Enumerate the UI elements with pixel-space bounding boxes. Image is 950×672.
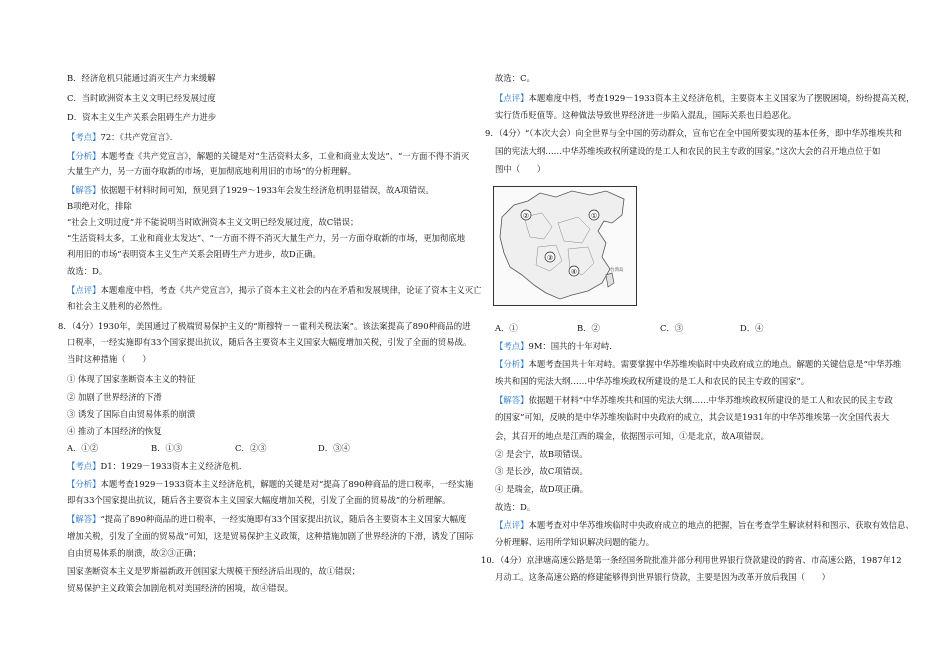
- q8-item-1: ① 体现了国家垄断资本主义的特征: [67, 374, 196, 384]
- china-map-svg: [494, 187, 636, 305]
- q8-item-2: ② 加剧了世界经济的下滑: [67, 392, 162, 402]
- q7-option-c: C．当时欧洲资本主义文明已经发展过度: [67, 93, 216, 103]
- q9-fenxi-cont: 埃共和国的宪法大纲……中华苏维埃政权所建设的是工人和农民的民主专政的国家”。: [495, 376, 810, 386]
- q8-jieda-3: 自由贸易体系的崩溃，故②③正确；: [67, 548, 201, 558]
- china-map-figure: [493, 186, 637, 306]
- q9-option-d: D．④: [740, 323, 764, 333]
- q7-fenxi-cont: 大量生产力，另一方面夺取新的市场，更加彻底地利用旧的市场”的分析理解。: [67, 166, 357, 176]
- q7-jieda-3: “社会上文明过度”并不能说明当时欧洲资本主义文明已经发展过度，故C错误；: [67, 217, 359, 227]
- q8-fenxi-cont: 即有33个国家提出抗议，随后各主要资本主义国家大幅度增加关税，引发了全面的贸易战”的分析理解。: [67, 495, 451, 505]
- q8-stem-3: 当时这种措施（ ）: [67, 354, 151, 364]
- q8-option-a: A．①②: [67, 443, 99, 453]
- q8-stem-2: 口税率，一经实施即有33个国家提出抗议，随后各主要资本主义国家大幅度增加关税，引发了全面的贸易战。: [67, 337, 472, 347]
- map-label-4: ④: [570, 268, 578, 276]
- q7-dianping-cont: 和社会主义胜利的必然性。: [67, 301, 168, 311]
- q8-item-3: ③ 诱发了国际自由贸易体系的崩溃: [67, 409, 196, 419]
- q8-jieda-4: 国家垄断资本主义是罗斯福新政开创国家大规模干预经济后出现的，故①错误；: [67, 566, 361, 576]
- q8-jieda-5: 贸易保护主义政策会加剧危机对美国经济的困境，故④错误。: [67, 583, 294, 593]
- q9-fenxi: 【分析】本题考查国共十年对峙。需要掌握中华苏维埃临时中央政府成立的地点。解题的关键信息是“中华苏维: [495, 359, 902, 369]
- q8-jieda: 【解答】“提高了890种商品的进口税率，一经实施即有33个国家提出抗议，随后各主要资本主义国家大幅度: [67, 514, 467, 524]
- q9-kaodian: 【考点】9M：国共的十年对峙．: [495, 341, 618, 351]
- q9-answer: 故选：D。: [495, 502, 536, 512]
- q9-stem-1: 9．（4分）“（本次大会）向全世界与全中国的劳动群众，宣布它在全中国所要实现的基本任务，即中华苏维埃共和: [485, 128, 902, 138]
- q9-jieda-5: ③ 是长沙，故C项错误。: [495, 466, 588, 476]
- map-label-3: ③: [546, 254, 554, 262]
- q9-dianping-cont: 分析理解、运用所学知识解决问题的能力。: [495, 537, 655, 547]
- q8-option-c: C．②③: [235, 443, 267, 453]
- q8-dianping: 【点评】本题难度中档，考查1929－1933资本主义经济危机，主要资本主义国家为了摆脱困境，纷纷提高关税，: [495, 93, 915, 103]
- q9-option-a: A．①: [495, 323, 518, 333]
- q7-jieda-2: B项绝对化，排除: [67, 201, 132, 211]
- q7-jieda: 【解答】依据题干材料时间可知，预见到了1929～1933年会发生经济危机明显错误，故A项错误。: [67, 185, 434, 195]
- q10-stem-2: 月动工。这条高速公路的修建能够得到世界银行贷款，主要是因为改革开放后我国（ ）: [495, 572, 830, 582]
- q9-option-b: B．②: [577, 323, 600, 333]
- q9-jieda-6: ④ 是瑞金，故D项正确。: [495, 484, 589, 494]
- q8-dianping-cont: 实行货币贬值等。这种做法导致世界经济进一步陷入混乱，国际关系也日趋恶化。: [495, 110, 797, 120]
- q8-answer: 故选：C。: [495, 73, 535, 83]
- map-label-taiwan: 台湾岛: [610, 268, 624, 273]
- q7-option-b: B．经济危机只能通过消灭生产力来缓解: [67, 73, 216, 83]
- q7-jieda-5: 利用旧的市场”表明资本主义生产关系会阻碍生产力进步，故D正确。: [67, 249, 321, 259]
- q8-option-b: B．①③: [151, 443, 183, 453]
- q9-jieda-3: 会，其召开的地点是江西的瑞金，依据图示可知，①是北京，故A项错误。: [495, 431, 770, 441]
- q9-stem-2: 国的宪法大纲……中华苏维埃政权所建设的是工人和农民的民主专政的国家。”这次大会的召开地点位于如: [495, 146, 881, 156]
- q10-stem-1: 10．（4分）京津塘高速公路是第一条经国务院批准并部分利用世界银行贷款建设的跨省、市高速公路，1987年12: [481, 555, 902, 565]
- q7-answer: 故选：D。: [67, 266, 108, 276]
- q7-option-d: D．资本主义生产关系会阻碍生产力进步: [67, 112, 217, 122]
- map-label-1: ①: [590, 212, 598, 220]
- q8-kaodian: 【考点】D1：1929－1933资本主义经济危机．: [67, 461, 248, 471]
- q9-jieda-2: 的国家”可知，反映的是中华苏维埃临时中央政府的成立，其会议是1931年的中华苏维埃第一次全国代表大: [495, 412, 890, 422]
- q8-option-d: D．③④: [318, 443, 350, 453]
- mainland-outline: [500, 191, 624, 299]
- q8-jieda-2: 增加关税，引发了全面的贸易战”可知，这是贸易保护主义政策，这种措施加剧了世界经济的下滑，诱发了国际: [67, 531, 474, 541]
- q7-jieda-4: “生活资料太多，工业和商业太发达”、“一方面不得不消灭大量生产力，另一方面夺取新的市场，更加彻底地: [67, 233, 466, 243]
- q7-kaodian: 【考点】72：《共产党宣言》．: [67, 132, 179, 142]
- q7-fenxi: 【分析】本题考查《共产党宣言》，解题的关键是对“生活资料太多，工业和商业太发达”、“一方面不得不消灭: [67, 151, 470, 161]
- q9-jieda: 【解答】依据题干材料“中华苏维埃共和国的宪法大纲……中华苏维埃政权所建设的是工人和农民的民主专政: [495, 395, 893, 405]
- taiwan-island: [606, 273, 614, 287]
- q8-fenxi: 【分析】本题考查1929－1933资本主义经济危机，解题的关键是对“提高了890种商品的进口税率，一经实施: [67, 479, 474, 489]
- q8-stem-1: 8．（4分）1930年，美国通过了极端贸易保护主义的“斯穆特－－霍利关税法案”。该法案提高了890种商品的进: [58, 321, 471, 331]
- q9-jieda-4: ② 是会宁，故B项错误。: [495, 449, 588, 459]
- q9-option-c: C．③: [660, 323, 684, 333]
- q9-stem-3: 图中（ ）: [495, 164, 546, 174]
- q9-dianping: 【点评】本题考查对中华苏维埃临时中央政府成立的地点的把握，旨在考查学生解读材料和图示、获取有效信息、: [495, 520, 914, 530]
- q8-item-4: ④ 推动了本国经济的恢复: [67, 426, 162, 436]
- map-label-2: ②: [522, 212, 530, 220]
- q7-dianping: 【点评】本题难度中档，考查《共产党宣言》，揭示了资本主义社会的内在矛盾和发展规律，论证了资本主义灭亡: [67, 285, 482, 295]
